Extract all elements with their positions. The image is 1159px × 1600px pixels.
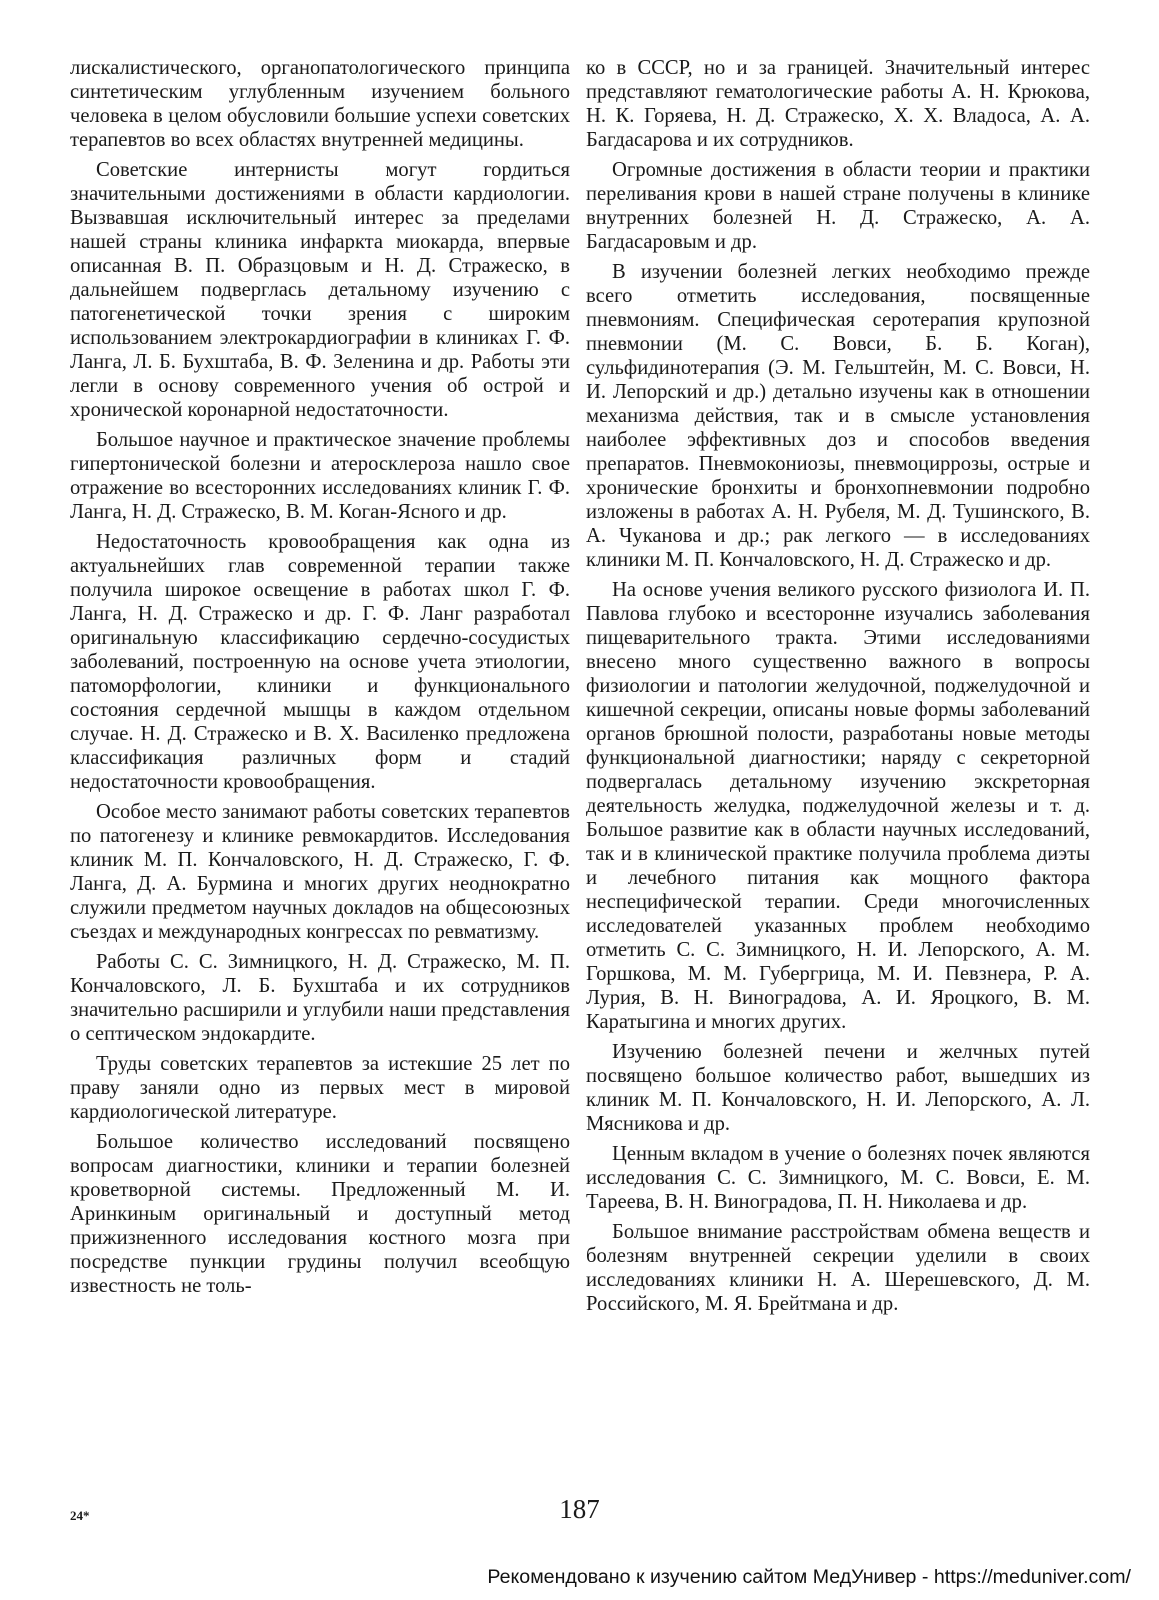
- paragraph: Недостаточность кровообращения как одна из актуальнейших глав современной терапии также получила широкое освещение в работах школ Г. Ф. Ланга, Н. Д. Стражеско и др. Г. Ф. Ланг разработал оригинальную классификацию сердечно-сосудистых заболеваний, построенную на основе учета этиологии, патоморфологии, клиники и функционального состояния сердечной мышцы в каждом отдельном случае. Н. Д. Стражеско и В. Х. Василенко предложена классификация различных форм и стадий недостаточности кровообращения.: [70, 531, 570, 793]
- right-text-column: [586, 56, 1090, 1322]
- paragraph: Труды советских терапевтов за истекшие 25 лет по праву заняли одно из первых мест в мировой кардиологической литературе.: [70, 1053, 570, 1123]
- page-number: 187: [559, 1494, 600, 1524]
- paragraph: На основе учения великого русского физиолога И. П. Павлова глубоко и всесторонне изучались заболевания пищеварительного тракта. Этими исследованиями внесено много существенно важного в вопросы физиологии и патологии желудочной, поджелудочной и кишечной секреции, описаны новые формы заболеваний органов брюшной полости, разработаны новые методы функциональной диагностики; наряду с секреторной подвергалась детальному изучению экскреторная деятельность желудка, поджелудочной железы и т. д. Большое развитие как в области научных исследований, так и в клинической практике получила проблема диэты и лечебного питания как мощного фактора неспецифической терапии. Среди многочисленных исследователей указанных проблем необходимо отметить С. С. Зимницкого, Н. И. Лепорского, А. М. Горшкова, М. М. Губергрица, М. И. Певзнера, Р. А. Лурия, В. Н. Виноградова, А. И. Яроцкого, В. М. Каратыгина и многих других.: [586, 579, 1090, 1033]
- paragraph: Советские интернисты могут гордиться значительными достижениями в области кардиологии. Вызвавшая исключительный интерес за пределами нашей страны клиника инфаркта миокарда, впервые описанная В. П. Образцовым и Н. Д. Стражеско, в дальнейшем подверглась детальному изучению с патогенетической точки зрения с широким использованием электрокардиографии в клиниках Г. Ф. Ланга, Л. Б. Бухштаба, В. Ф. Зеленина и др. Работы эти легли в основу современного учения об острой и хронической коронарной недостаточности.: [70, 159, 570, 421]
- paragraph: В изучении болезней легких необходимо прежде всего отметить исследования, посвященные пневмониям. Специфическая серотерапия крупозной пневмонии (М. С. Вовси, Б. Б. Коган), сульфидинотерапия (Э. М. Гельштейн, М. С. Вовси, Н. И. Лепорский и др.) детально изучены как в отношении механизма действия, так и в смысле установления наиболее эффективных доз и способов введения препаратов. Пневмокониозы, пневмоциррозы, острые и хронические бронхиты и бронхопневмонии подробно изложены в работах А. Н. Рубеля, М. Д. Тушинского, В. А. Чуканова и др.; рак легкого — в исследованиях клиники М. П. Кончаловского, Н. Д. Стражеско и др.: [586, 261, 1090, 571]
- signature-mark: 24*: [70, 1508, 90, 1523]
- paragraph: Особое место занимают работы советских терапевтов по патогенезу и клинике ревмокардитов. Исследования клиник М. П. Кончаловского, Н. Д. Стражеско, Г. Ф. Ланга, Д. А. Бурмина и многих других неоднократно служили предметом научных докладов на общесоюзных съездах и международных конгрессах по ревматизму.: [70, 801, 570, 943]
- paragraph: Большое внимание расстройствам обмена веществ и болезням внутренней секреции уделили в своих исследованиях клиники Н. А. Шерешевского, Д. М. Российского, М. Я. Брейтмана и др.: [586, 1221, 1090, 1315]
- paragraph: ко в СССР, но и за границей. Значительный интерес представляют гематологические работы А. Н. Крюкова, Н. К. Горяева, Н. Д. Стражеско, Х. Х. Владоса, А. А. Багдасарова и их сотрудников.: [586, 57, 1090, 151]
- paragraph: лискалистического, органопатологического принципа синтетическим углубленным изучением больного человека в целом обусловили большие успехи советских терапевтов во всех областях внутренней медицины.: [70, 57, 570, 151]
- paragraph: Ценным вкладом в учение о болезнях почек являются исследования С. С. Зимницкого, М. С. Вовси, Е. М. Тареева, В. Н. Виноградова, П. Н. Николаева и др.: [586, 1143, 1090, 1213]
- paragraph: Изучению болезней печени и желчных путей посвящено большое количество работ, вышедших из клиник М. П. Кончаловского, Н. И. Лепорского, А. Л. Мясникова и др.: [586, 1041, 1090, 1135]
- paragraph: Большое научное и практическое значение проблемы гипертонической болезни и атеросклероза нашло свое отражение во всесторонних исследованиях клиник Г. Ф. Ланга, Н. Д. Стражеско, В. М. Коган-Ясного и др.: [70, 429, 570, 523]
- paragraph: Большое количество исследований посвящено вопросам диагностики, клиники и терапии болезней кроветворной системы. Предложенный М. И. Аринкиным оригинальный и доступный метод прижизненного исследования костного мозга при посредстве пункции грудины получил всеобщую известность не толь-: [70, 1131, 570, 1297]
- paragraph: Огромные достижения в области теории и практики переливания крови в нашей стране получены в клинике внутренних болезней Н. Д. Стражеско, А. А. Багдасаровым и др.: [586, 159, 1090, 253]
- paragraph: Работы С. С. Зимницкого, Н. Д. Стражеско, М. П. Кончаловского, Л. Б. Бухштаба и их сотрудников значительно расширили и углубили наши представления о септическом эндокардите.: [70, 951, 570, 1045]
- left-text-column: [70, 56, 570, 1304]
- website-banner: Рекомендовано к изучению сайтом МедУнивер - https://meduniver.com/: [487, 1566, 1131, 1588]
